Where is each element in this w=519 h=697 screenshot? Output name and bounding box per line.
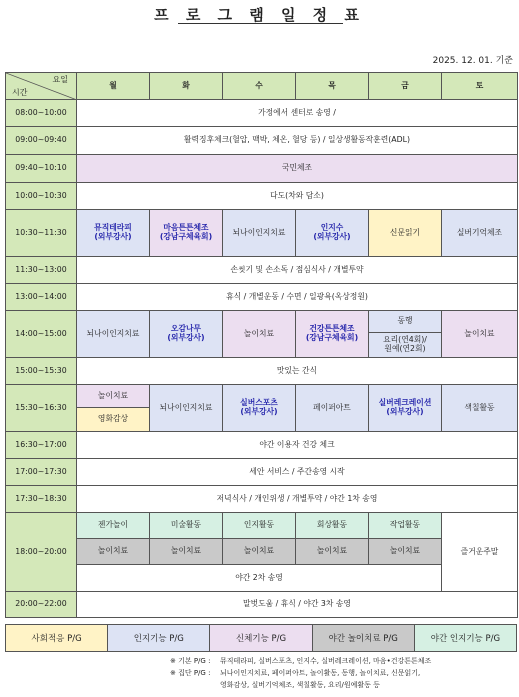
program-fri-bottom: 요리(연4회)/ 원예(연2회) <box>369 333 442 358</box>
program-tue: 뇌나이인지치료 <box>150 385 223 432</box>
corner-cell <box>6 73 77 100</box>
program-sat: 놀이치료 <box>442 311 518 358</box>
table-row <box>6 459 518 486</box>
time-cell: 10:00~10:30 <box>6 183 77 210</box>
table-row <box>6 155 518 183</box>
program-thu: 건강튼튼체조 (강남구체육회) <box>296 311 369 358</box>
program-mon: 뇌나이인지치료 <box>77 311 150 358</box>
table-row <box>6 385 518 408</box>
program-mon: 뮤직테라피 (외부강사) <box>77 210 150 257</box>
program-wed: 실버스포츠 (외부강사) <box>223 385 296 432</box>
program-mon-bottom: 영화감상 <box>77 408 150 432</box>
time-cell: 09:40~10:10 <box>6 155 77 183</box>
note-label <box>170 679 220 691</box>
table-row <box>6 183 518 210</box>
day-fri: 금 <box>369 73 442 100</box>
legend-cognitive: 인지기능 P/G <box>108 625 210 651</box>
header-row <box>6 73 518 100</box>
legend-social: 사회적응 P/G <box>6 625 108 651</box>
night-play-therapy-tue: 놀이치료 <box>150 539 223 565</box>
time-axis-label: 시간 <box>12 87 28 97</box>
program-thu: 페이퍼아트 <box>296 385 369 432</box>
legend-night-play: 야간 놀이치료 P/G <box>313 625 415 651</box>
activity-cell: 저녁식사 / 개인위생 / 개별투약 / 야간 1차 송영 <box>77 486 518 513</box>
night-play-therapy-fri: 놀이치료 <box>369 539 442 565</box>
program-wed: 인지활동 <box>223 513 296 539</box>
note-line <box>170 679 515 691</box>
program-wed: 놀이치료 <box>223 311 296 358</box>
night-transport-2: 야간 2차 송영 <box>77 565 442 592</box>
table-row <box>6 513 518 539</box>
program-thu: 인지수 (외부강사) <box>296 210 369 257</box>
time-cell: 11:30~13:00 <box>6 257 77 284</box>
table-row <box>6 358 518 385</box>
table-row <box>6 257 518 284</box>
program-sat: 실버기억체조 <box>442 210 518 257</box>
program-mon: 젠가놀이 <box>77 513 150 539</box>
table-row <box>6 486 518 513</box>
table-row <box>6 127 518 155</box>
time-cell: 17:30~18:30 <box>6 486 77 513</box>
time-cell: 09:00~09:40 <box>6 127 77 155</box>
day-axis-label: 요일 <box>52 75 68 84</box>
program-fri: 신문읽기 <box>369 210 442 257</box>
activity-cell: 야간 이용자 건강 체크 <box>77 432 518 459</box>
time-cell: 14:00~15:00 <box>6 311 77 358</box>
legend <box>5 624 517 652</box>
table-row <box>6 539 518 565</box>
program-tue: 미술활동 <box>150 513 223 539</box>
program-mon-top: 놀이치료 <box>77 385 150 408</box>
program-tue: 오감나무 (외부강사) <box>150 311 223 358</box>
program-thu: 회상활동 <box>296 513 369 539</box>
time-cell: 10:30~11:30 <box>6 210 77 257</box>
night-play-therapy-wed: 놀이치료 <box>223 539 296 565</box>
table-row <box>6 284 518 311</box>
time-cell: 18:00~20:00 <box>6 513 77 592</box>
time-cell: 16:30~17:00 <box>6 432 77 459</box>
time-cell: 13:00~14:00 <box>6 284 77 311</box>
activity-cell: 맛있는 간식 <box>77 358 518 385</box>
activity-cell: 세안 서비스 / 주간송영 시작 <box>77 459 518 486</box>
table-row <box>6 100 518 127</box>
legend-physical: 신체기능 P/G <box>210 625 312 651</box>
activity-cell: 가정에서 센터로 송영 / <box>77 100 518 127</box>
note-line <box>170 655 515 667</box>
as-of-date: 2025. 12. 01. 기준 <box>432 56 513 66</box>
activity-cell: 국민체조 <box>77 155 518 183</box>
table-row <box>6 565 518 592</box>
note-text: 뮤직테라피, 실버스포츠, 인지수, 실버레크레이션, 마음•건강튼튼체조 <box>220 657 432 665</box>
schedule-table <box>5 72 518 618</box>
table-row <box>6 311 518 333</box>
program-fri-top: 동행 <box>369 311 442 333</box>
note-text: 영화감상, 실버기억체조, 색칠활동, 요리/원예활동 등 <box>220 681 380 689</box>
time-cell: 17:00~17:30 <box>6 459 77 486</box>
program-fri: 실버레크레이션 (외부강사) <box>369 385 442 432</box>
activity-cell: 손씻기 및 손소독 / 점심식사 / 개별투약 <box>77 257 518 284</box>
table-row <box>6 432 518 459</box>
note-label: ※ 집단 P/G : <box>170 669 211 677</box>
note-line <box>170 667 515 679</box>
activity-cell: 휴식 / 개별운동 / 수면 / 일광욕(옥상정원) <box>77 284 518 311</box>
page-title: 프 로 그 램 일 정 표 <box>154 6 365 24</box>
note-text: 뇌나이인지치료, 페이퍼아트, 놀이활동, 동행, 놀이치료, 신문읽기, <box>220 669 421 677</box>
time-cell: 08:00~10:00 <box>6 100 77 127</box>
day-tue: 화 <box>150 73 223 100</box>
program-sat: 색칠활동 <box>442 385 518 432</box>
program-tue: 마음튼튼체조 (강남구체육회) <box>150 210 223 257</box>
time-cell: 20:00~22:00 <box>6 592 77 618</box>
night-play-therapy-mon: 놀이치료 <box>77 539 150 565</box>
night-play-therapy-thu: 놀이치료 <box>296 539 369 565</box>
day-thu: 목 <box>296 73 369 100</box>
program-sat: 즐거운주말 <box>442 513 518 592</box>
program-fri: 작업활동 <box>369 513 442 539</box>
activity-cell: 활력징후체크(혈압, 맥박, 체온, 혈당 등) / 일상생활동작훈련(ADL) <box>77 127 518 155</box>
day-mon: 월 <box>77 73 150 100</box>
day-sat: 토 <box>442 73 518 100</box>
time-cell: 15:00~15:30 <box>6 358 77 385</box>
day-wed: 수 <box>223 73 296 100</box>
note-label: ※ 기본 P/G : <box>170 657 211 665</box>
notes <box>170 655 515 691</box>
table-row <box>6 592 518 618</box>
program-wed: 뇌나이인지치료 <box>223 210 296 257</box>
activity-cell: 말벗도움 / 휴식 / 야간 3차 송영 <box>77 592 518 618</box>
title-underline <box>178 23 343 24</box>
activity-cell: 다도(차와 담소) <box>77 183 518 210</box>
table-row <box>6 210 518 257</box>
legend-night-cognitive: 야간 인지기능 P/G <box>415 625 516 651</box>
time-cell: 15:30~16:30 <box>6 385 77 432</box>
